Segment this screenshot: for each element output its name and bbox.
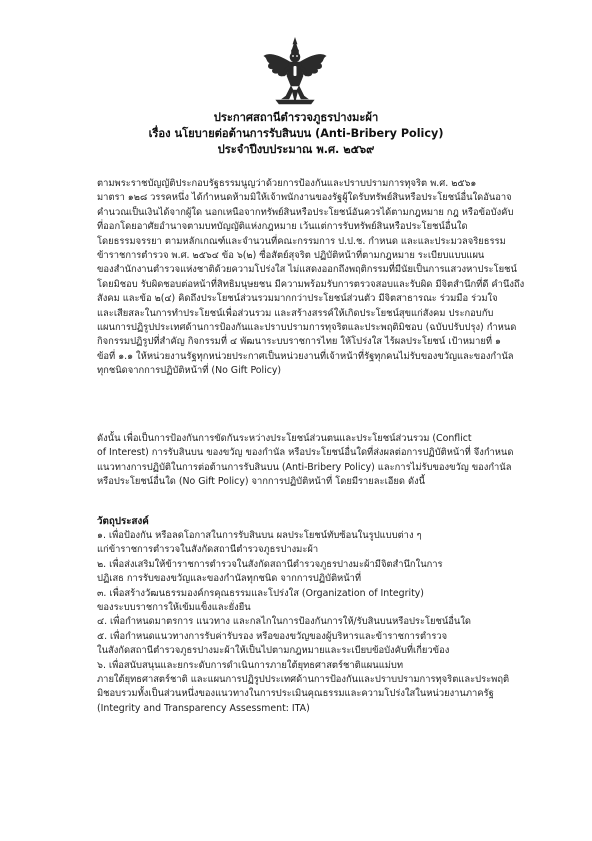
objectives-heading: วัตถุประสงค์	[97, 516, 149, 527]
objective-line: ๔. เพื่อกำหนดมาตรการ แนวทาง และกลไกในการป้องกันการให้/รับสินบนหรือประโยชน์อื่นใด	[97, 616, 472, 628]
paragraph-line: ข้าราชการตำรวจ พ.ศ. ๒๕๖๔ ข้อ ๖(๒) ซื่อสัตย์สุจริต ปฏิบัติหน้าที่ตามกฎหมาย ระเบียบแบบแผน	[97, 249, 485, 261]
objective-line: (Integrity and Transparency Assessment: ITA)	[97, 702, 310, 714]
paragraph-line: คำนวณเป็นเงินได้จากผู้ใด นอกเหนือจากทรัพย์สินหรือประโยชน์อันควรได้ตามกฎหมาย กฎ หรือข้อบังคับ	[97, 206, 514, 218]
paragraph-line: หรือประโยชน์อื่นใด (No Gift Policy) จากการปฏิบัติหน้าที่ โดยมีรายละเอียด ดังนี้	[97, 476, 426, 488]
paragraph-legal-basis	[97, 177, 525, 378]
paragraph-line: ข้อที่ ๑.๑ ให้หน่วยงานรัฐทุกหน่วยประกาศเป็นหน่วยงานที่เจ้าหน้าที่รัฐทุกคนไม่รับของขวัญและของกำนัล	[97, 350, 514, 362]
objective-line: ของระบบราชการให้เข้มแข็งและยั่งยืน	[97, 601, 251, 613]
title-fiscal-year: ประจำปีงบประมาณ พ.ศ. ๒๕๖๙	[217, 143, 375, 156]
objective-line: ๓. เพื่อสร้างวัฒนธรรมองค์กรคุณธรรมและโปร่งใส (Organization of Integrity)	[97, 587, 424, 599]
paragraph-line: แนวทางการปฏิบัติในการต่อต้านการรับสินบน (Anti-Bribery Policy) และการไม่รับของขวัญ ของกำนัล	[97, 461, 512, 473]
paragraph-line: แผนการปฏิรูปประเทศด้านการป้องกันและปราบปรามการทุจริตและประพฤติมิชอบ (ฉบับปรับปรุง) กำหนด	[97, 321, 517, 333]
objective-line: ๖. เพื่อสนับสนุนและยกระดับการดำเนินการภายใต้ยุทธศาสตร์ชาติแผนแม่บท	[97, 659, 404, 671]
title-subject: เรื่อง นโยบายต่อต้านการรับสินบน (Anti-Bribery Policy)	[148, 127, 444, 140]
paragraph-line: และเสียสละในการทำประโยชน์เพื่อส่วนรวม และสร้างสรรค์ให้เกิดประโยชน์สุขแก่สังคม ประกอบกับ	[97, 307, 494, 319]
paragraph-line: โดยธรรมจรรยา ตามหลักเกณฑ์และจำนวนที่คณะกรรมการ ป.ป.ช. กำหนด และและประมวลจริยธรรม	[97, 235, 506, 247]
paragraph-line: ของสำนักงานตำรวจแห่งชาติด้วยความโปร่งใส ไม่แสดงออกถึงพฤติกรรมที่มีนัยเป็นการแสวงหาประโยชน์	[97, 264, 517, 276]
objectives-list	[97, 529, 510, 716]
paragraph-line: ที่ออกโดยอาศัยอำนาจตามบทบัญญัติแห่งกฎหมาย เว้นแต่การรับทรัพย์สินหรือประโยชน์อื่นใด	[97, 221, 468, 233]
paragraph-line: ตามพระราชบัญญัติประกอบรัฐธรรมนูญว่าด้วยการป้องกันและปราบปรามการทุจริต พ.ศ. ๒๕๖๑	[97, 178, 477, 189]
paragraph-line: สังคม และข้อ ๒(๔) คิดถึงประโยชน์ส่วนรวมมากกว่าประโยชน์ส่วนตัว มีจิตสาธารณะ ร่วมมือ ร่วมใจ	[97, 293, 498, 305]
announcement-title	[0, 110, 592, 158]
paragraph-line: ดังนั้น เพื่อเป็นการป้องกันการขัดกันระหว่างประโยชน์ส่วนตนและประโยชน์ส่วนรวม (Conflict	[97, 433, 472, 444]
objective-line: แก่ข้าราชการตำรวจในสังกัดสถานีตำรวจภูธรปางมะผ้า	[97, 544, 319, 556]
title-issuer: ประกาศสถานีตำรวจภูธรปางมะผ้า	[213, 111, 379, 124]
objective-line: ภายใต้ยุทธศาสตร์ชาติ และแผนการปฏิรูปประเทศด้านการป้องกันและปราบปรามการทุจริตและประพฤติ	[97, 673, 510, 685]
objective-line: ๕. เพื่อกำหนดแนวทางการรับค่ารับรอง หรือของขวัญของผู้บริหารและข้าราชการตำรวจ	[97, 630, 448, 642]
paragraph-line: กิจกรรมปฏิรูปที่สำคัญ กิจกรรมที่ ๔ พัฒนาระบบราชการไทย ให้โปร่งใส ไร้ผลประโยชน์ เป้าหมายที่ ๑	[97, 336, 501, 348]
garuda-emblem	[262, 36, 328, 106]
objective-line: ๒. เพื่อส่งเสริมให้ข้าราชการตำรวจในสังกัดสถานีตำรวจภูธรปางมะผ้ามีจิตสำนึกในการ	[97, 558, 443, 570]
paragraph-line: มาตรา ๑๒๘ วรรคหนึ่ง ได้กำหนดห้ามมิให้เจ้าพนักงานของรัฐผู้ใดรับทรัพย์สินหรือประโยชน์อื่นใดอันอาจ	[97, 192, 512, 204]
objective-line: มิชอบรวมทั้งเป็นส่วนหนึ่งของแนวทางในการประเมินคุณธรรมและความโปร่งใสในหน่วยงานภาครัฐ	[97, 688, 494, 700]
paragraph-line: of Interest) การรับสินบน ของขวัญ ของกำนัล หรือประโยชน์อื่นใดที่ส่งผลต่อการปฏิบัติหน้าที่ จึงกำหนด	[97, 447, 514, 459]
objective-line: ในสังกัดสถานีตำรวจภูธรปางมะผ้าให้เป็นไปตามกฎหมายและระเบียบข้อบังคับที่เกี่ยวข้อง	[97, 645, 450, 657]
paragraph-line: โดยมิชอบ รับผิดชอบต่อหน้าที่สิทธิมนุษยชน มีความพร้อมรับการตรวจสอบและรับผิด มีจิตสำนึกที่ดี คำนึงถึง	[97, 278, 525, 290]
objective-line: ปฏิเสธ การรับของขวัญและของกำนัลทุกชนิด จากการปฏิบัติหน้าที่	[97, 573, 362, 585]
paragraph-policy-statement	[97, 432, 514, 490]
paragraph-line: ทุกชนิดจากการปฏิบัติหน้าที่ (No Gift Policy)	[97, 365, 282, 377]
objective-line: ๑. เพื่อป้องกัน หรือลดโอกาสในการรับสินบน ผลประโยชน์ทับซ้อนในรูปแบบต่าง ๆ	[97, 530, 422, 541]
